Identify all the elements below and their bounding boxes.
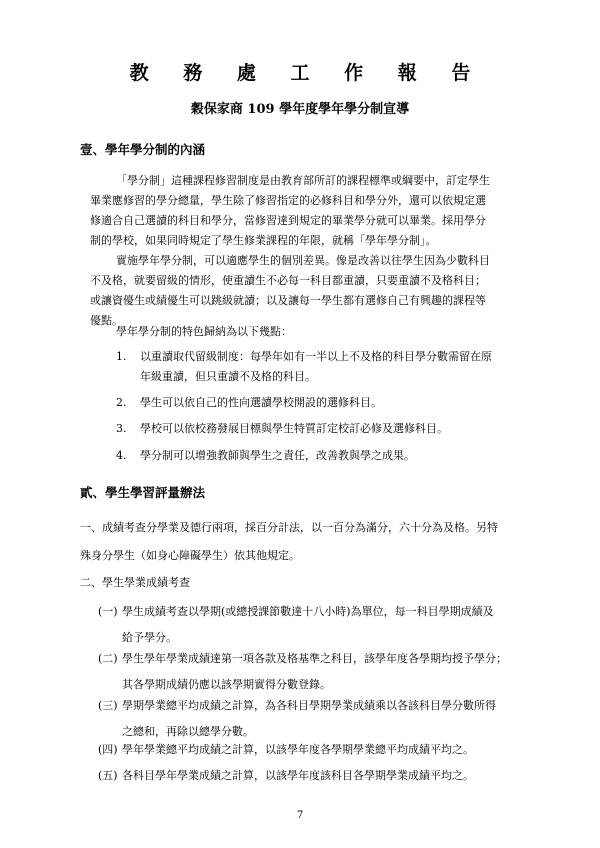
list-item-line: 年級重讀，但只重讀不及格的科目。 — [140, 370, 316, 383]
paragraph-line: 或讓資優生或績優生可以跳級就讀；以及讓每一學生都有選修自己有興趣的課程等 — [90, 294, 486, 307]
section1-heading: 壹、學年學分制的內涵 — [80, 142, 206, 157]
sub-item-text — [122, 599, 494, 651]
section1-paragraph-2 — [90, 251, 490, 331]
list-item-text: 學生可以依自己的性向選讀學校開設的選修科目。 — [140, 396, 382, 409]
report-subtitle: 穀保家商 109 學年度學年學分制宣導 — [190, 102, 410, 117]
list-item-number: 2. — [116, 396, 127, 409]
paragraph-line: 實施學年學分制，可以適應學生的個別差異。像是改善以往學生因為少數科目 — [116, 254, 490, 267]
paragraph-line: 一、成績考查分學業及德行兩項，採百分計法，以一百分為滿分，六十分為及格。另特 — [80, 521, 498, 534]
section1-paragraph-1 — [90, 171, 490, 251]
list-item-number: 1. — [116, 350, 127, 363]
paragraph-line: 殊身分學生（如身心障礙學生）依其他規定。 — [80, 549, 300, 562]
section2-paragraph-1 — [80, 514, 498, 570]
sub-item-text — [122, 693, 496, 745]
paragraph-line: 不及格，就要留級的情形，使重讀生不必每一科目都重讀，只要重讀不及格科目； — [90, 274, 486, 287]
sub-item-text — [122, 646, 507, 698]
page-number: 7 — [296, 810, 304, 821]
list-item-number: 4. — [116, 449, 127, 462]
paragraph-line: 畢業應修習的學分總量，學生除了修習指定的必修科目和學分外，還可以依規定選 — [90, 194, 486, 207]
section2-paragraph-2: 二、學生學業成績考查 — [80, 576, 190, 589]
sub-item-number: (四) — [98, 743, 118, 756]
sub-item-line: 其各學期成績仍應以該學期實得分數登錄。 — [122, 678, 331, 691]
paragraph-line: 制的學校，如果同時規定了學生修業課程的年限，就稱「學年學分制」。 — [90, 234, 437, 247]
list-item-text: 學校可以依校務發展目標與學生特質訂定校訂必修及選修科目。 — [140, 422, 448, 435]
sub-item-number: (一) — [98, 605, 118, 618]
list-item-text: 學分制可以增強教師與學生之責任，改善教與學之成果。 — [140, 449, 415, 462]
paragraph-line: 修適合自己選讀的科目和學分，當修習達到規定的畢業學分就可以畢業。採用學分 — [90, 214, 486, 227]
paragraph-line: 「學分制」這種課程修習制度是由教育部所訂的課程標準或綱要中，訂定學生 — [116, 174, 490, 187]
sub-item-line: 之總和，再除以總學分數。 — [122, 725, 254, 738]
sub-item-line: 學生成績考查以學期(或總授課節數達十八小時)為單位，每一科目學期成績及 — [122, 605, 494, 618]
section2-heading: 貳、學生學習評量辦法 — [80, 485, 206, 500]
list-item-number: 3. — [116, 422, 127, 435]
sub-item-line: 學生學年學業成績達第一項各款及格基準之科目，該學年度各學期均授予學分； — [122, 652, 507, 665]
sub-item-text: 學年學業總平均成績之計算，以該學年度各學期學業總平均成績平均之。 — [122, 743, 474, 756]
sub-item-line: 學期學業總平均成績之計算，為各科目學期學業成績乘以各該科目學分數所得 — [122, 699, 496, 712]
sub-item-text: 各科目學年學業成績之計算，以該學年度該科目各學期學業成績平均之。 — [122, 769, 474, 782]
sub-item-number: (二) — [98, 652, 118, 665]
paragraph-line: 優點。 — [90, 314, 123, 327]
sub-item-line: 給予學分。 — [122, 631, 177, 644]
section1-paragraph-3: 學年學分制的特色歸納為以下幾點： — [116, 325, 292, 338]
sub-item-number: (三) — [98, 699, 118, 712]
list-item-line: 以重讀取代留級制度：每學年如有一半以上不及格的科目學分數需留在原 — [140, 350, 492, 363]
sub-item-number: (五) — [98, 769, 118, 782]
report-title: 教 務 處 工 作 報 告 — [129, 62, 485, 84]
list-item-text — [140, 347, 492, 387]
list-item — [116, 347, 556, 387]
